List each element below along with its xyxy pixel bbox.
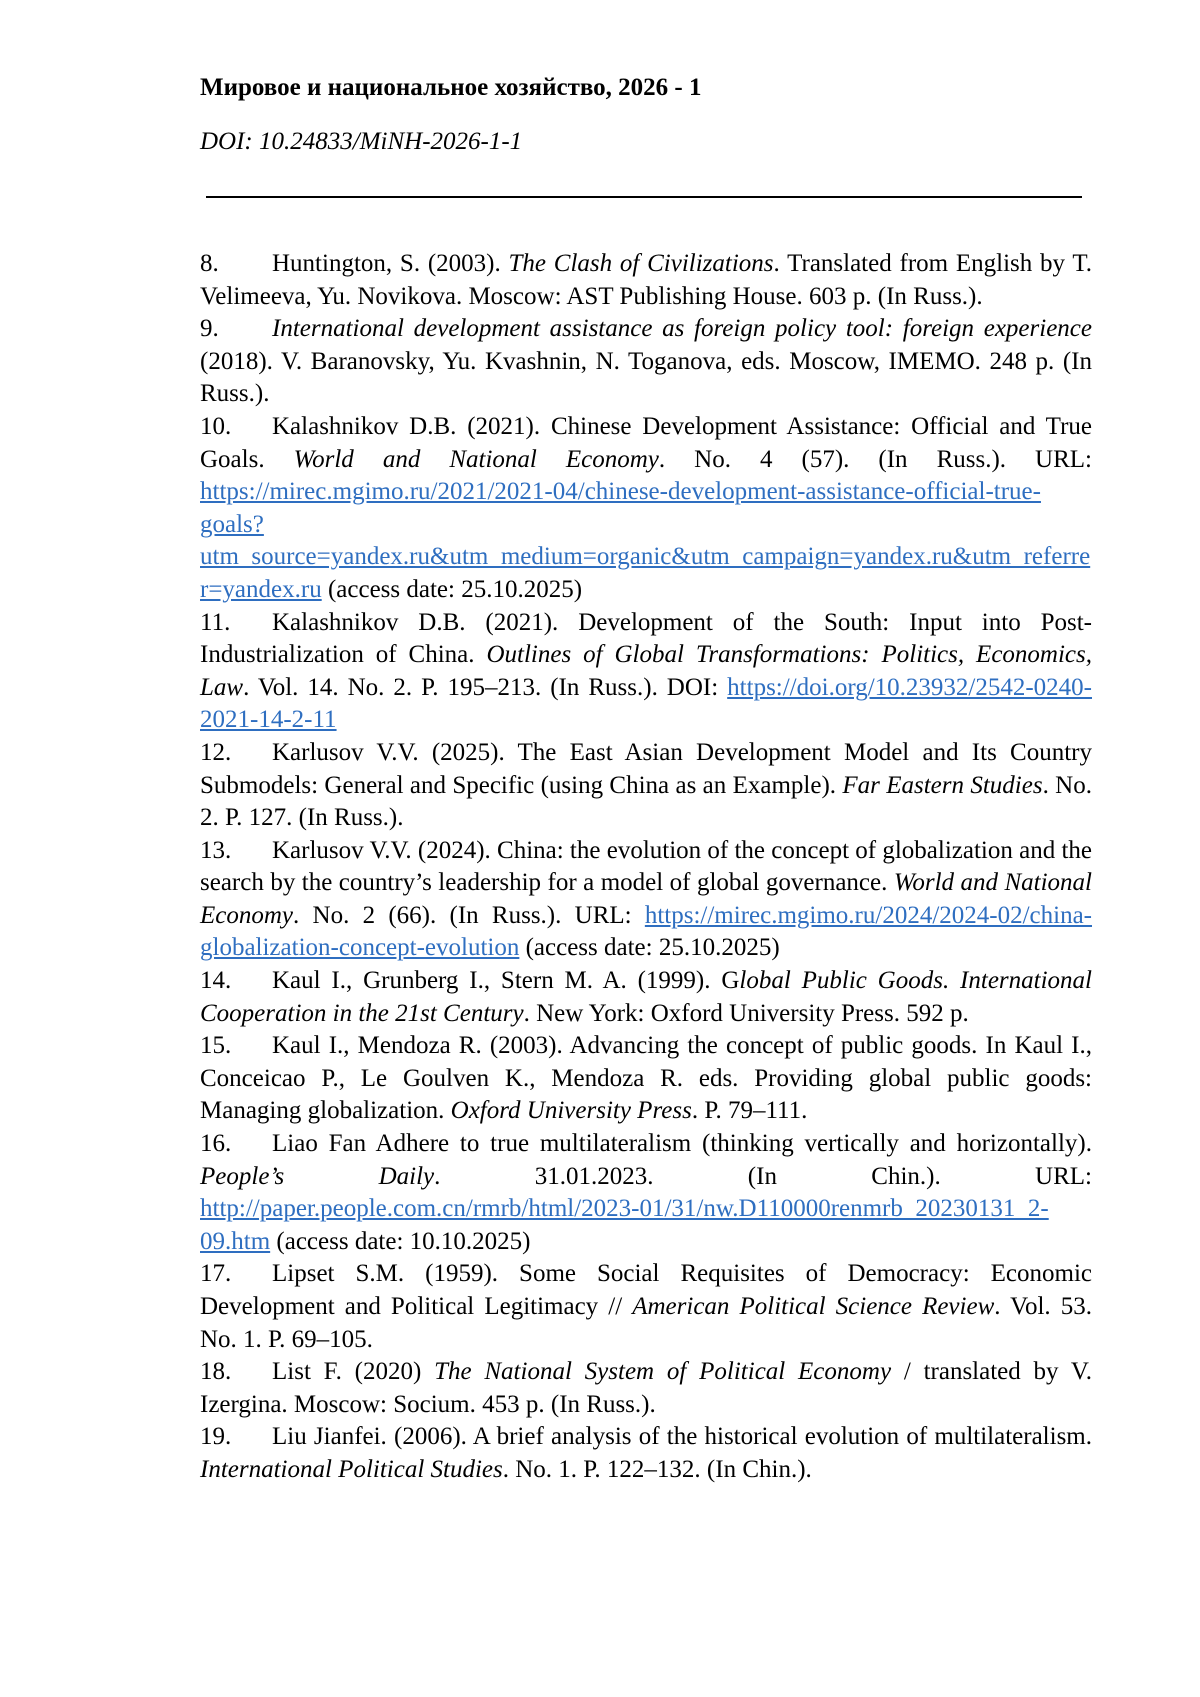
reference-journal: Oxford University Press	[450, 1097, 692, 1125]
reference-number: 19.	[200, 1423, 232, 1451]
journal-title: Мировое и национальное хозяйство, 2026 - 1	[200, 74, 702, 101]
reference-link[interactable]: https://doi.org/10.23932/2542-0240-2021-14-2-11	[200, 673, 1092, 734]
reference-title: The National System of Political Economy	[434, 1358, 892, 1386]
reference-text: . No. 2 (66). (In Russ.). URL:	[293, 901, 645, 929]
reference-text: . New York: Oxford University Press. 592 p.	[523, 999, 969, 1027]
reference-number: 14.	[200, 967, 232, 995]
reference-journal: American Political Science Review	[632, 1293, 995, 1320]
reference-journal: International Political Studies	[200, 1455, 503, 1483]
reference-number: 16.	[200, 1130, 232, 1158]
reference-text: Kalashnikov D.B. (2021). Development of the South: Input into Post-Industrialization of China.	[200, 608, 1092, 669]
reference-link[interactable]: http://paper.people.com.cn/rmrb/html/2023-01/31/nw.D110000renmrb_20230131_2-09.htm	[200, 1195, 1049, 1255]
reference-text: Karlusov V.V. (2024). China: the evolution of the concept of globalization and the search by the country’s leadership for a model of global governance.	[200, 836, 1092, 897]
reference-number: 13.	[200, 836, 232, 864]
reference-journal: World and National Economy	[200, 869, 1093, 929]
reference-item-15	[200, 1030, 1092, 1128]
reference-item-17	[200, 1258, 1092, 1356]
reference-text: . Vol. 14. No. 2. P. 195–213. (In Russ.). DOI:	[243, 673, 728, 701]
reference-text: List F. (2020)	[272, 1358, 435, 1386]
reference-text: . Vol. 53. No. 1. P. 69–105.	[200, 1293, 1092, 1353]
reference-item-19	[200, 1421, 1092, 1486]
reference-text: . No. 2. P. 127. (In Russ.).	[200, 771, 1092, 832]
reference-number: 12.	[200, 738, 232, 766]
reference-title: lobal Public Goods. International Cooperation in the 21st Century	[200, 967, 1092, 1027]
reference-text: (access date: 25.10.2025)	[519, 934, 780, 962]
header-divider	[206, 196, 1082, 198]
reference-number: 10.	[200, 412, 232, 440]
reference-number: 15.	[200, 1032, 232, 1060]
reference-journal: World and National Economy	[293, 445, 659, 473]
reference-item-10	[200, 411, 1092, 607]
reference-item-14	[200, 965, 1092, 1030]
reference-text: Karlusov V.V. (2025). The East Asian Development Model and Its Country Submodels: General and Specific (using China as an Example).	[200, 738, 1092, 799]
reference-item-8	[200, 248, 1092, 313]
reference-title: The Clash of Civilizations	[508, 250, 774, 277]
reference-item-16	[200, 1128, 1092, 1258]
reference-title: International development assistance as foreign policy tool: foreign experience	[272, 315, 1092, 343]
reference-text: Huntington, S. (2003).	[272, 250, 509, 277]
reference-number: 18.	[200, 1358, 232, 1386]
reference-list	[200, 248, 1092, 1487]
reference-item-13	[200, 835, 1092, 965]
reference-link[interactable]: https://mirec.mgimo.ru/2021/2021-04/chinese-development-assistance-official-true-goals?utm_source=yandex.ru&utm_medium=organic&utm_campaign=yandex.ru&utm_referrer=yandex.ru	[200, 478, 1091, 603]
reference-number: 8.	[200, 250, 219, 277]
reference-text: . No. 1. P. 122–132. (In Chin.).	[502, 1455, 812, 1483]
reference-text: / translated by V. Izergina. Moscow: Socium. 453 p. (In Russ.).	[200, 1358, 1092, 1418]
reference-text: (2018). V. Baranovsky, Yu. Kvashnin, N. Toganova, eds. Moscow, IMEMO. 248 p. (In Russ.).	[200, 347, 1092, 408]
reference-text: Liu Jianfei. (2006). A brief analysis of the historical evolution of multilateralism.	[272, 1423, 1092, 1451]
reference-text: Kaul I., Grunberg I., Stern M. A. (1999). G	[272, 967, 740, 995]
reference-text: Lipset S.M. (1959). Some Social Requisites of Democracy: Economic Development and Political Legitimacy //	[200, 1260, 1092, 1320]
reference-text: Kalashnikov D.B. (2021). Chinese Development Assistance: Official and True Goals.	[200, 412, 1092, 473]
reference-text: . P. 79–111.	[691, 1097, 808, 1125]
reference-item-9	[200, 313, 1092, 411]
reference-item-11	[200, 607, 1092, 737]
reference-number: 9.	[200, 315, 219, 343]
reference-text: (access date: 10.10.2025)	[270, 1227, 531, 1255]
reference-text: Kaul I., Mendoza R. (2003). Advancing the concept of public goods. In Kaul I., Conceicao P., Le Goulven K., Mendoza R. eds. Providing global public goods: Managing globalization.	[200, 1032, 1092, 1125]
reference-journal: People’s Daily	[200, 1162, 435, 1190]
reference-item-18	[200, 1356, 1092, 1421]
reference-number: 11.	[200, 608, 231, 636]
reference-link[interactable]: https://mirec.mgimo.ru/2024/2024-02/china-globalization-concept-evolution	[200, 901, 1092, 962]
reference-text: . No. 4 (57). (In Russ.). URL:	[658, 445, 1092, 473]
doi-line: DOI: 10.24833/MiNH-2026-1-1	[200, 128, 523, 155]
reference-number: 17.	[200, 1260, 232, 1288]
reference-journal: Far Eastern Studies	[842, 771, 1043, 799]
reference-text: . 31.01.2023. (In Chin.). URL:	[434, 1162, 1092, 1190]
reference-item-12	[200, 737, 1092, 835]
reference-text: . Translated from English by T. Velimeeva, Yu. Novikova. Moscow: AST Publishing House. 603 p. (In Russ.).	[200, 250, 1093, 310]
reference-journal: Outlines of Global Transformations: Politics, Economics, Law	[200, 641, 1092, 701]
reference-text: Liao Fan Adhere to true multilateralism (thinking vertically and horizontally).	[272, 1130, 1092, 1158]
reference-text: (access date: 25.10.2025)	[321, 575, 583, 603]
